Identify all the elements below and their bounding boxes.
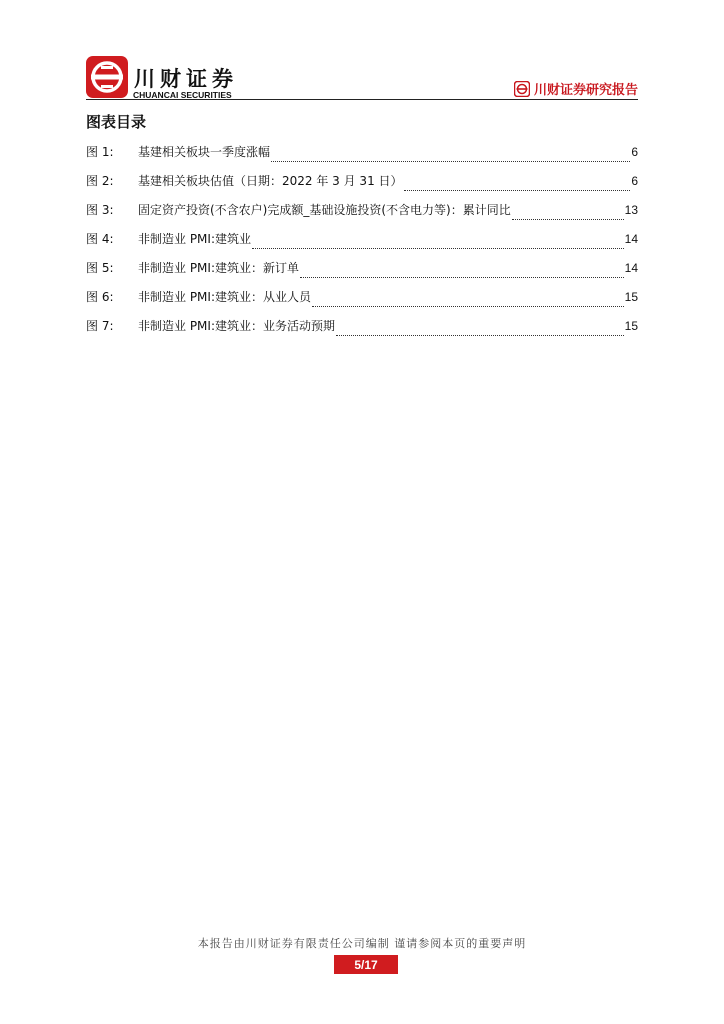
company-logo-icon (86, 56, 128, 98)
toc-leader-dots (252, 248, 624, 249)
toc-item[interactable] (86, 317, 638, 346)
toc-item-label: 图 5: (86, 261, 114, 275)
toc-leader-dots (271, 161, 630, 162)
toc-item[interactable] (86, 143, 638, 172)
toc-item[interactable] (86, 172, 638, 201)
report-label-text: 川财证券研究报告 (533, 83, 638, 98)
brand-name-cn: 川财证券 (134, 67, 238, 91)
toc-item[interactable] (86, 288, 638, 317)
toc-item-page: 6 (631, 174, 638, 188)
toc-item-label: 图 4: (86, 232, 114, 246)
toc-item-page: 6 (631, 145, 638, 159)
toc-leader-dots (404, 190, 631, 191)
toc-title: 图表目录 (86, 113, 147, 131)
toc-item[interactable] (86, 230, 638, 259)
toc-leader-dots (512, 219, 624, 220)
toc-item-page: 13 (624, 203, 638, 217)
toc-item-label: 图 2: (86, 174, 114, 188)
toc-item-text: 固定资产投资(不含农户)完成额_基础设施投资(不含电力等)：累计同比 (138, 203, 511, 217)
toc-item[interactable] (86, 259, 638, 288)
toc-item-text: 基建相关板块一季度涨幅 (138, 145, 271, 159)
toc-item-text: 基建相关板块估值（日期：2022 年 3 月 31 日） (138, 174, 403, 188)
toc-leader-dots (312, 306, 624, 307)
toc-item-text: 非制造业 PMI:建筑业：从业人员 (138, 290, 311, 304)
toc-leader-dots (336, 335, 624, 336)
toc-item-text: 非制造业 PMI:建筑业：新订单 (138, 261, 299, 275)
header-divider (86, 99, 638, 100)
toc-leader-dots (300, 277, 624, 278)
toc-item-page: 14 (624, 232, 638, 246)
page-number-badge: 5/17 (334, 955, 398, 974)
toc-item-label: 图 7: (86, 319, 114, 333)
toc-item-text: 非制造业 PMI:建筑业：业务活动预期 (138, 319, 335, 333)
toc-item-page: 15 (624, 319, 638, 333)
toc-item-label: 图 1: (86, 145, 114, 159)
footer-disclaimer: 本报告由川财证券有限责任公司编制 谨请参阅本页的重要声明 (197, 937, 527, 950)
toc-item[interactable] (86, 201, 638, 230)
toc-item-label: 图 6: (86, 290, 114, 304)
brand-name-en: CHUANCAI SECURITIES (133, 90, 232, 100)
toc-item-label: 图 3: (86, 203, 114, 217)
toc-item-page: 15 (624, 290, 638, 304)
toc-list (86, 143, 638, 346)
brand-mark-icon (514, 81, 530, 97)
toc-item-page: 14 (624, 261, 638, 275)
report-label (514, 79, 638, 98)
toc-item-text: 非制造业 PMI:建筑业 (138, 232, 251, 246)
